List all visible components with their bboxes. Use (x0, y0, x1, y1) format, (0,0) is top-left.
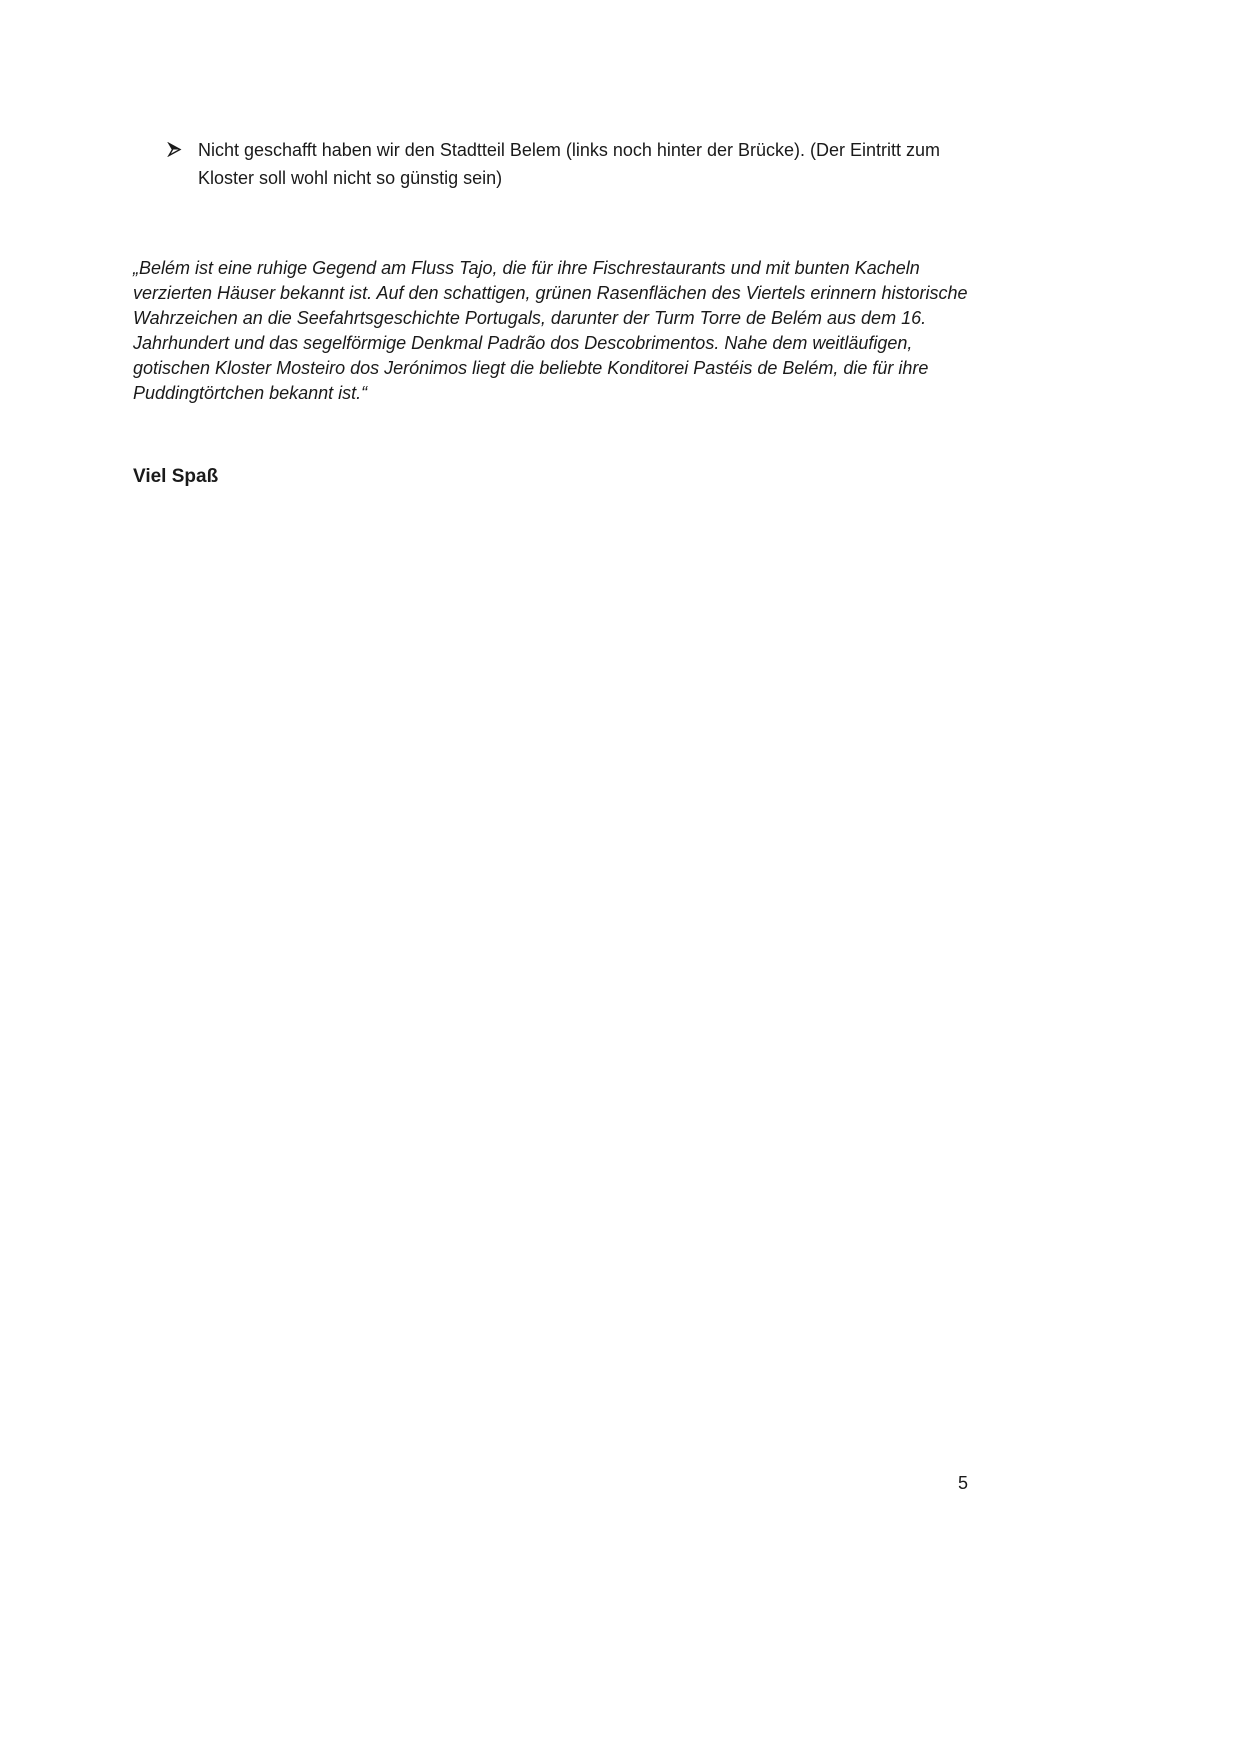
bullet-item-text: Nicht geschafft haben wir den Stadtteil Belem (links noch hinter der Brücke). (Der Eintritt zum Kloster soll wohl nicht so günstig sein) (198, 140, 951, 188)
bullet-list-item (167, 136, 967, 192)
page-number: 5 (958, 1473, 969, 1493)
quote-paragraph: „Belém ist eine ruhige Gegend am Fluss Tajo, die für ihre Fischrestaurants und mit bunten Kacheln verzierten Häuser bekannt ist. Auf den schattigen, grünen Rasenflächen des Viertels erinnern historische Wahrzeichen an die Seefahrtsgeschichte Portugals, darunter der Turm Torre de Belém aus dem 16. Jahrhundert und das segelförmige Denkmal Padrão dos Descobrimentos. Nahe dem weitläufigen, gotischen Kloster Mosteiro dos Jerónimos liegt die beliebte Konditorei Pastéis de Belém, die für ihre Puddingtörtchen bekannt ist.“ (133, 258, 968, 403)
arrow-bullet-icon (167, 136, 198, 162)
closing-line: Viel Spaß (133, 466, 219, 487)
